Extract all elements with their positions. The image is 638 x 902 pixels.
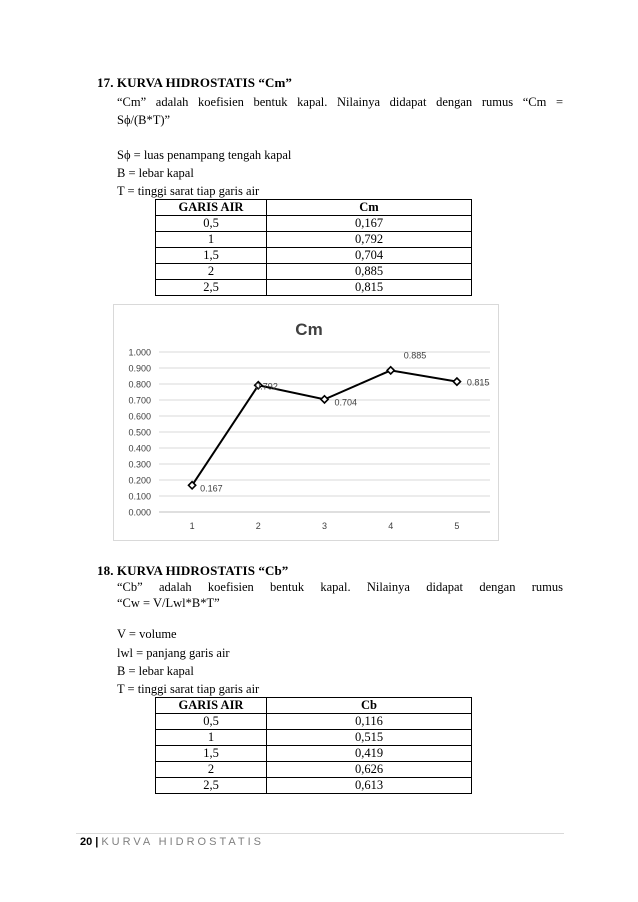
table-cell: 0,515 <box>267 730 472 746</box>
section-18-heading: 18. KURVA HIDROSTATIS “Cb” <box>97 563 289 578</box>
table-cell: 0,626 <box>267 762 472 778</box>
data-label: 0.704 <box>334 397 358 408</box>
x-tick-label: 2 <box>255 521 261 531</box>
y-tick-label: 0.200 <box>128 475 151 486</box>
section-18-paragraph-line2: “Cw = V/Lwl*B*T” <box>117 596 220 610</box>
table-cell: 0,704 <box>267 248 472 264</box>
table-cell: 0,5 <box>156 714 267 730</box>
y-tick-label: 1.000 <box>128 347 151 358</box>
y-tick-label: 0.000 <box>128 507 151 518</box>
footer-separator: | <box>95 836 99 848</box>
table-cell: 1,5 <box>156 746 267 762</box>
page-footer <box>80 836 264 848</box>
table-cell: 1 <box>156 232 267 248</box>
table-header-cell: Cb <box>267 698 472 714</box>
definition-s-phi: Sϕ = luas penampang tengah kapal <box>117 148 292 162</box>
cb-table <box>155 697 472 794</box>
table-cell: 1 <box>156 730 267 746</box>
table-row <box>156 216 472 232</box>
cm-table <box>155 199 472 296</box>
y-tick-label: 0.700 <box>128 395 151 406</box>
page-number: 20 <box>80 836 93 848</box>
table-header-cell: GARIS AIR <box>156 200 267 216</box>
x-tick-label: 3 <box>321 521 328 531</box>
definition-v: V = volume <box>117 627 177 641</box>
x-tick-label: 5 <box>454 521 460 531</box>
table-cell: 1,5 <box>156 248 267 264</box>
table-row <box>156 264 472 280</box>
definition-t: T = tinggi sarat tiap garis air <box>117 682 260 696</box>
data-label: 0.792 <box>255 381 278 392</box>
table-header-row <box>156 200 472 216</box>
footer-title: KURVA HIDROSTATIS <box>101 836 264 848</box>
section-17-paragraph-line2: Sϕ/(B*T)” <box>117 113 171 127</box>
y-tick-label: 0.100 <box>128 491 151 502</box>
cm-chart-svg <box>114 305 498 540</box>
table-cell: 0,792 <box>267 232 472 248</box>
section-17-heading: 17. KURVA HIDROSTATIS “Cm” <box>97 75 293 90</box>
chart-y-ticks <box>128 348 151 518</box>
section-18-paragraph-line1: “Cb” adalah koefisien bentuk kapal. Nilainya didapat dengan rumus <box>117 580 563 594</box>
series-line <box>192 370 457 485</box>
table-row <box>156 762 472 778</box>
table-cell: 2 <box>156 762 267 778</box>
x-tick-label: 1 <box>189 521 195 531</box>
cm-chart <box>113 304 499 541</box>
table-cell: 2 <box>156 264 267 280</box>
y-tick-label: 0.400 <box>128 443 151 454</box>
table-row <box>156 714 472 730</box>
table-row <box>156 280 472 296</box>
table-cell: 0,5 <box>156 216 267 232</box>
table-header-cell: GARIS AIR <box>156 698 267 714</box>
y-tick-label: 0.500 <box>128 427 151 438</box>
table-row <box>156 778 472 794</box>
y-tick-label: 0.600 <box>128 411 151 422</box>
data-label: 0.885 <box>403 350 427 361</box>
table-row <box>156 730 472 746</box>
data-label: 0.815 <box>466 377 490 388</box>
y-tick-label: 0.800 <box>128 379 151 390</box>
data-label: 0.167 <box>200 483 223 494</box>
table-cell: 2,5 <box>156 778 267 794</box>
chart-data-labels <box>200 350 489 493</box>
y-tick-label: 0.900 <box>128 363 151 374</box>
definition-b: B = lebar kapal <box>117 166 194 180</box>
definition-t: T = tinggi sarat tiap garis air <box>117 184 260 198</box>
table-row <box>156 248 472 264</box>
x-tick-label: 4 <box>388 521 394 531</box>
table-cell: 0,116 <box>267 714 472 730</box>
table-header-row <box>156 698 472 714</box>
table-cell: 0,419 <box>267 746 472 762</box>
y-tick-label: 0.300 <box>128 459 151 470</box>
table-cell: 2,5 <box>156 280 267 296</box>
definition-b: B = lebar kapal <box>117 664 194 678</box>
chart-title: Cm <box>295 320 323 339</box>
table-row <box>156 746 472 762</box>
definition-lwl: lwl = panjang garis air <box>117 646 230 660</box>
data-point-marker <box>321 396 328 403</box>
chart-series <box>189 367 461 489</box>
table-cell: 0,885 <box>267 264 472 280</box>
table-cell: 0,613 <box>267 778 472 794</box>
footer-rule <box>76 833 564 834</box>
table-row <box>156 232 472 248</box>
chart-x-ticks <box>190 521 460 531</box>
table-header-cell: Cm <box>267 200 472 216</box>
section-17-paragraph-line1: “Cm” adalah koefisien bentuk kapal. Nilainya didapat dengan rumus “Cm = <box>117 95 563 109</box>
table-cell: 0,815 <box>267 280 472 296</box>
table-cell: 0,167 <box>267 216 472 232</box>
